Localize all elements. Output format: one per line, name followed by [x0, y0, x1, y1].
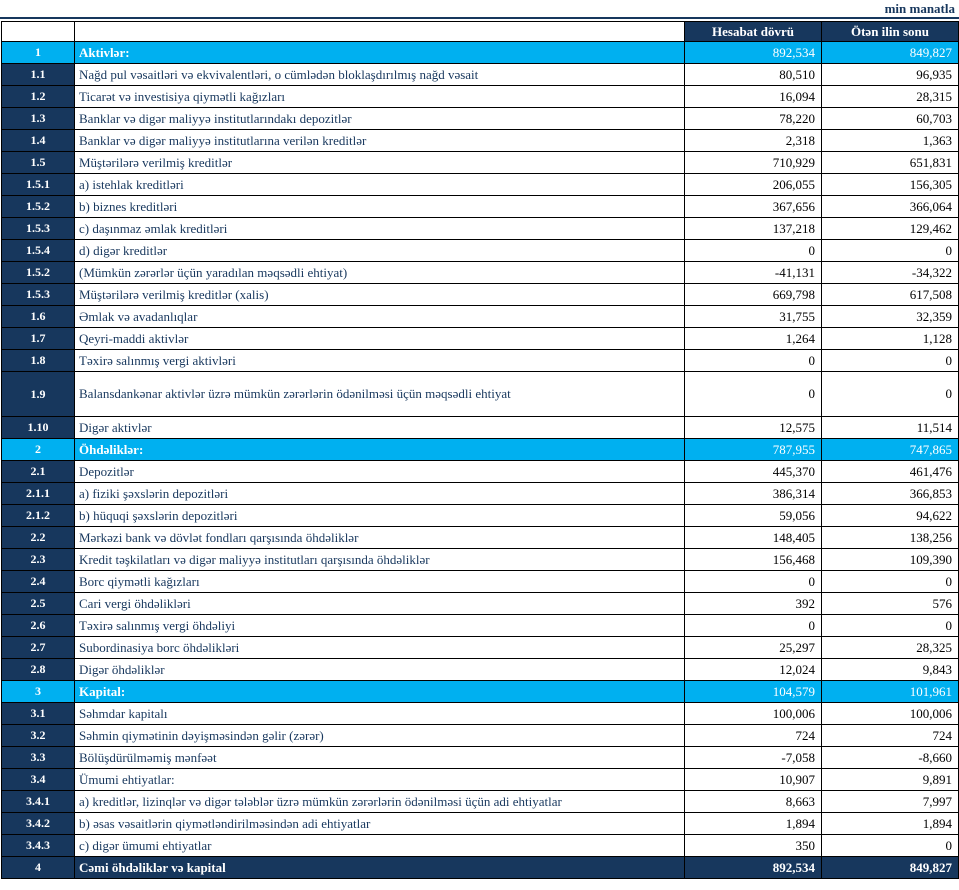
- row-number-cell: 1.7: [2, 328, 75, 350]
- table-row: [2, 571, 959, 593]
- value-previous-cell: 138,256: [822, 527, 959, 549]
- table-row: [2, 703, 959, 725]
- table-row: [2, 86, 959, 108]
- table-row: [2, 615, 959, 637]
- row-number-cell: 3.3: [2, 747, 75, 769]
- row-number-cell: 1.5.3: [2, 218, 75, 240]
- value-current-cell: -41,131: [685, 262, 822, 284]
- value-current-cell: 16,094: [685, 86, 822, 108]
- row-number-cell: 2.7: [2, 637, 75, 659]
- value-current-cell: 1,894: [685, 813, 822, 835]
- table-row: [2, 769, 959, 791]
- row-number-cell: 2: [2, 439, 75, 461]
- value-current-cell: 445,370: [685, 461, 822, 483]
- value-previous-cell: 9,843: [822, 659, 959, 681]
- row-number-cell: 3.4.3: [2, 835, 75, 857]
- row-label-cell: Depozitlər: [75, 461, 685, 483]
- value-current-cell: 0: [685, 372, 822, 417]
- value-previous-cell: 0: [822, 571, 959, 593]
- value-current-cell: 156,468: [685, 549, 822, 571]
- row-label-cell: Banklar və digər maliyyə institutlarındakı depozitlər: [75, 108, 685, 130]
- row-label-cell: Bölüşdürülməmiş mənfəət: [75, 747, 685, 769]
- table-row: [2, 813, 959, 835]
- value-current-cell: 367,656: [685, 196, 822, 218]
- value-previous-cell: 849,827: [822, 857, 959, 879]
- table-row: [2, 747, 959, 769]
- table-row: [2, 152, 959, 174]
- row-label-cell: Ümumi ehtiyatlar:: [75, 769, 685, 791]
- value-current-cell: 892,534: [685, 857, 822, 879]
- value-previous-cell: -34,322: [822, 262, 959, 284]
- table-row: [2, 306, 959, 328]
- row-number-cell: 1.5.3: [2, 284, 75, 306]
- value-previous-cell: 0: [822, 615, 959, 637]
- table-row: [2, 218, 959, 240]
- table-row: [2, 505, 959, 527]
- value-current-cell: 386,314: [685, 483, 822, 505]
- row-number-cell: 1.3: [2, 108, 75, 130]
- row-label-cell: Səhmdar kapitalı: [75, 703, 685, 725]
- value-previous-cell: 101,961: [822, 681, 959, 703]
- value-previous-cell: 0: [822, 835, 959, 857]
- value-current-cell: 350: [685, 835, 822, 857]
- table-row: [2, 549, 959, 571]
- value-previous-cell: 366,064: [822, 196, 959, 218]
- value-previous-cell: 0: [822, 372, 959, 417]
- table-row: [2, 527, 959, 549]
- row-number-cell: 2.1: [2, 461, 75, 483]
- value-previous-cell: 32,359: [822, 306, 959, 328]
- row-label-cell: Banklar və digər maliyyə institutlarına verilən kreditlər: [75, 130, 685, 152]
- table-row: [2, 659, 959, 681]
- header-row: [2, 22, 959, 42]
- value-current-cell: 724: [685, 725, 822, 747]
- value-current-cell: 2,318: [685, 130, 822, 152]
- row-number-cell: 2.5: [2, 593, 75, 615]
- balance-sheet-table: [1, 21, 959, 879]
- value-current-cell: 59,056: [685, 505, 822, 527]
- value-current-cell: 78,220: [685, 108, 822, 130]
- row-label-cell: Mərkəzi bank və dövlət fondları qarşısında öhdəliklər: [75, 527, 685, 549]
- row-label-cell: Digər öhdəliklər: [75, 659, 685, 681]
- value-previous-cell: 461,476: [822, 461, 959, 483]
- value-current-cell: 8,663: [685, 791, 822, 813]
- row-label-cell: (Mümkün zərərlər üçün yaradılan məqsədli ehtiyat): [75, 262, 685, 284]
- row-number-cell: 2.1.1: [2, 483, 75, 505]
- row-label-cell: Borc qiymətli kağızları: [75, 571, 685, 593]
- table-row: [2, 328, 959, 350]
- row-number-cell: 1.1: [2, 64, 75, 86]
- header-empty-number-cell: [2, 22, 75, 42]
- value-previous-cell: 60,703: [822, 108, 959, 130]
- value-current-cell: 10,907: [685, 769, 822, 791]
- row-number-cell: 1.5.4: [2, 240, 75, 262]
- row-number-cell: 1.9: [2, 372, 75, 417]
- row-number-cell: 1.5.2: [2, 262, 75, 284]
- value-previous-cell: 576: [822, 593, 959, 615]
- value-current-cell: 1,264: [685, 328, 822, 350]
- row-label-cell: c) daşınmaz əmlak kreditləri: [75, 218, 685, 240]
- row-label-cell: Qeyri-maddi aktivlər: [75, 328, 685, 350]
- value-current-cell: 0: [685, 615, 822, 637]
- value-current-cell: 100,006: [685, 703, 822, 725]
- row-label-cell: d) digər kreditlər: [75, 240, 685, 262]
- row-label-cell: Kredit təşkilatları və digər maliyyə institutları qarşısında öhdəliklər: [75, 549, 685, 571]
- row-number-cell: 1.8: [2, 350, 75, 372]
- table-row: [2, 637, 959, 659]
- row-number-cell: 2.2: [2, 527, 75, 549]
- row-label-cell: Balansdankənar aktivlər üzrə mümkün zərərlərin ödənilməsi üçün məqsədli ehtiyat: [75, 372, 685, 417]
- value-previous-cell: 100,006: [822, 703, 959, 725]
- value-current-cell: 80,510: [685, 64, 822, 86]
- row-number-cell: 1.6: [2, 306, 75, 328]
- value-previous-cell: 0: [822, 350, 959, 372]
- value-previous-cell: 109,390: [822, 549, 959, 571]
- value-previous-cell: 96,935: [822, 64, 959, 86]
- table-row: [2, 64, 959, 86]
- table-row: [2, 372, 959, 417]
- value-previous-cell: -8,660: [822, 747, 959, 769]
- row-label-cell: Digər aktivlər: [75, 417, 685, 439]
- row-number-cell: 1.5.1: [2, 174, 75, 196]
- value-previous-cell: 724: [822, 725, 959, 747]
- row-label-cell: b) biznes kreditləri: [75, 196, 685, 218]
- table-row: [2, 284, 959, 306]
- value-previous-cell: 28,315: [822, 86, 959, 108]
- row-label-cell: b) əsas vəsaitlərin qiymətləndirilməsindən adi ehtiyatlar: [75, 813, 685, 835]
- table-row: [2, 681, 959, 703]
- value-current-cell: 0: [685, 350, 822, 372]
- row-label-cell: Nağd pul vəsaitləri və ekvivalentləri, o cümlədən bloklaşdırılmış nağd vəsait: [75, 64, 685, 86]
- row-label-cell: a) fiziki şəxslərin depozitləri: [75, 483, 685, 505]
- table-row: [2, 593, 959, 615]
- value-previous-cell: 1,128: [822, 328, 959, 350]
- value-previous-cell: 11,514: [822, 417, 959, 439]
- table-row: [2, 461, 959, 483]
- row-number-cell: 2.8: [2, 659, 75, 681]
- row-label-cell: Müştərilərə verilmiş kreditlər: [75, 152, 685, 174]
- value-current-cell: 0: [685, 571, 822, 593]
- row-label-cell: a) istehlak kreditləri: [75, 174, 685, 196]
- row-label-cell: Aktivlər:: [75, 42, 685, 64]
- value-current-cell: 104,579: [685, 681, 822, 703]
- table-row: [2, 417, 959, 439]
- value-current-cell: -7,058: [685, 747, 822, 769]
- row-number-cell: 1: [2, 42, 75, 64]
- value-current-cell: 0: [685, 240, 822, 262]
- value-previous-cell: 94,622: [822, 505, 959, 527]
- value-previous-cell: 7,997: [822, 791, 959, 813]
- table-row: [2, 196, 959, 218]
- value-previous-cell: 1,363: [822, 130, 959, 152]
- table-row: [2, 42, 959, 64]
- row-number-cell: 1.4: [2, 130, 75, 152]
- table-row: [2, 835, 959, 857]
- row-number-cell: 2.3: [2, 549, 75, 571]
- row-label-cell: Əmlak və avadanlıqlar: [75, 306, 685, 328]
- header-previous-period: Ötən ilin sonu: [822, 22, 959, 42]
- table-row: [2, 240, 959, 262]
- row-number-cell: 3: [2, 681, 75, 703]
- value-previous-cell: 651,831: [822, 152, 959, 174]
- row-label-cell: Müştərilərə verilmiş kreditlər (xalis): [75, 284, 685, 306]
- table-row: [2, 725, 959, 747]
- unit-note: min manatla: [884, 1, 955, 16]
- row-number-cell: 2.4: [2, 571, 75, 593]
- value-previous-cell: 1,894: [822, 813, 959, 835]
- row-label-cell: Cari vergi öhdəlikləri: [75, 593, 685, 615]
- table-body: [2, 42, 959, 879]
- value-previous-cell: 28,325: [822, 637, 959, 659]
- row-number-cell: 2.6: [2, 615, 75, 637]
- row-label-cell: b) hüquqi şəxslərin depozitləri: [75, 505, 685, 527]
- value-previous-cell: 0: [822, 240, 959, 262]
- value-current-cell: 137,218: [685, 218, 822, 240]
- table-row: [2, 174, 959, 196]
- row-label-cell: a) kreditlər, lizinqlər və digər tələblər üzrə mümkün zərərlərin ödənilməsi üçün adi ehtiyatlar: [75, 791, 685, 813]
- value-previous-cell: 849,827: [822, 42, 959, 64]
- value-previous-cell: 747,865: [822, 439, 959, 461]
- value-current-cell: 669,798: [685, 284, 822, 306]
- table-row: [2, 130, 959, 152]
- table-row: [2, 350, 959, 372]
- table-row: [2, 108, 959, 130]
- row-label-cell: Təxirə salınmış vergi öhdəliyi: [75, 615, 685, 637]
- value-previous-cell: 366,853: [822, 483, 959, 505]
- row-number-cell: 1.2: [2, 86, 75, 108]
- value-previous-cell: 9,891: [822, 769, 959, 791]
- row-number-cell: 1.5: [2, 152, 75, 174]
- row-label-cell: Səhmin qiymətinin dəyişməsindən gəlir (zərər): [75, 725, 685, 747]
- top-divider-line: [0, 17, 959, 19]
- row-number-cell: 3.4.1: [2, 791, 75, 813]
- value-current-cell: 12,024: [685, 659, 822, 681]
- row-label-cell: Ticarət və investisiya qiymətli kağızları: [75, 86, 685, 108]
- value-previous-cell: 129,462: [822, 218, 959, 240]
- value-previous-cell: 617,508: [822, 284, 959, 306]
- value-current-cell: 31,755: [685, 306, 822, 328]
- row-number-cell: 3.4.2: [2, 813, 75, 835]
- value-previous-cell: 156,305: [822, 174, 959, 196]
- table-row: [2, 483, 959, 505]
- row-number-cell: 4: [2, 857, 75, 879]
- row-number-cell: 3.2: [2, 725, 75, 747]
- value-current-cell: 392: [685, 593, 822, 615]
- row-number-cell: 3.4: [2, 769, 75, 791]
- row-label-cell: Kapital:: [75, 681, 685, 703]
- row-label-cell: Öhdəliklər:: [75, 439, 685, 461]
- table-row: [2, 439, 959, 461]
- value-current-cell: 206,055: [685, 174, 822, 196]
- row-label-cell: Subordinasiya borc öhdəlikləri: [75, 637, 685, 659]
- value-current-cell: 892,534: [685, 42, 822, 64]
- table-row: [2, 262, 959, 284]
- row-number-cell: 2.1.2: [2, 505, 75, 527]
- value-current-cell: 25,297: [685, 637, 822, 659]
- row-label-cell: c) digər ümumi ehtiyatlar: [75, 835, 685, 857]
- row-number-cell: 1.5.2: [2, 196, 75, 218]
- row-label-cell: Təxirə salınmış vergi aktivləri: [75, 350, 685, 372]
- header-empty-label-cell: [75, 22, 685, 42]
- value-current-cell: 12,575: [685, 417, 822, 439]
- value-current-cell: 148,405: [685, 527, 822, 549]
- value-current-cell: 710,929: [685, 152, 822, 174]
- row-number-cell: 3.1: [2, 703, 75, 725]
- value-current-cell: 787,955: [685, 439, 822, 461]
- table-row: [2, 857, 959, 879]
- row-number-cell: 1.10: [2, 417, 75, 439]
- row-label-cell: Cəmi öhdəliklər və kapital: [75, 857, 685, 879]
- table-row: [2, 791, 959, 813]
- header-current-period: Hesabat dövrü: [685, 22, 822, 42]
